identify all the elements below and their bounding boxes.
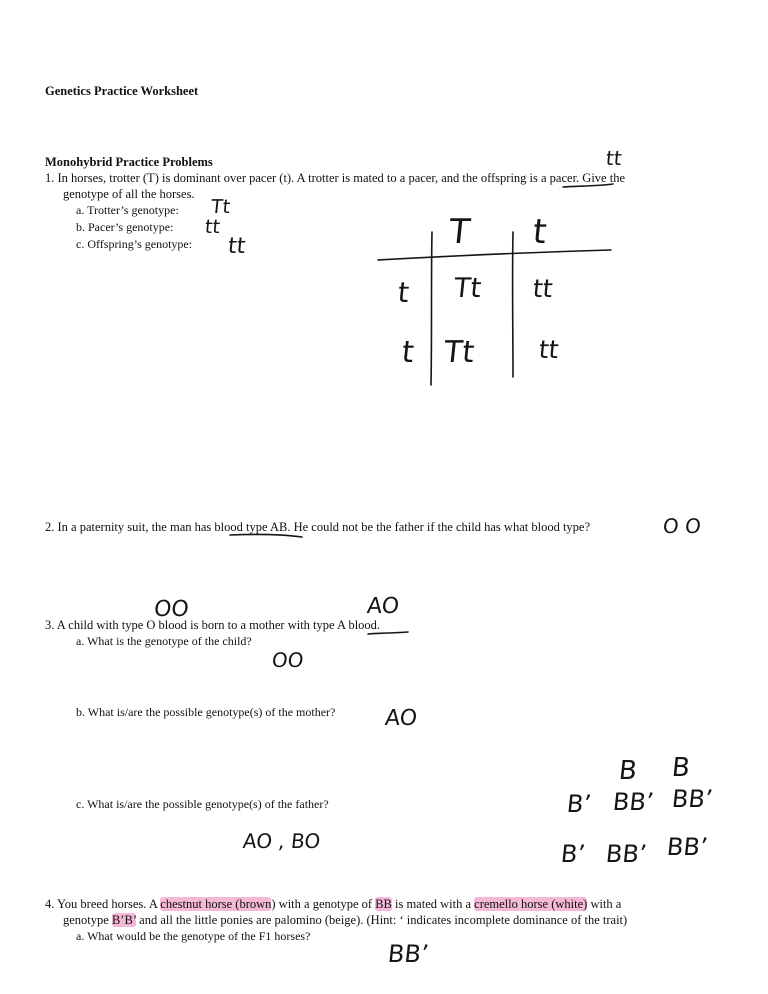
q3-handwritten-OO: OO [152, 597, 190, 622]
q1a-label: a. Trotter’s genotype: [76, 203, 179, 217]
section-heading: Monohybrid Practice Problems [45, 155, 213, 169]
punnett1-col2: t [530, 212, 549, 252]
q1c-handwritten-answer: tt [226, 234, 247, 259]
q1-handwritten-note: tt [604, 146, 623, 170]
punnett1-cell-r2c1: Tt [442, 335, 476, 370]
q3b-handwritten-answer: AO [383, 706, 419, 731]
q3a-handwritten-answer: OO [270, 648, 305, 672]
q4-highlight-bpbp: B’B’ [111, 913, 137, 927]
worksheet-title: Genetics Practice Worksheet [45, 84, 199, 98]
q4-highlight-chestnut: chestnut horse (brown [160, 897, 272, 911]
q3-text: 3. A child with type O blood is born to a mother with type A blood. [45, 618, 381, 632]
q4-text-part4: with a [587, 897, 622, 911]
punnett1-col1: T [446, 212, 472, 252]
punnett1-row1: t [396, 276, 411, 309]
punnett2-cell-r2c1: BB’ [604, 840, 649, 868]
punnett1-cell-r1c2: tt [531, 274, 555, 303]
q4-text-part5: genotype [63, 913, 112, 927]
punnett1-row2: t [400, 335, 416, 370]
q4a-label: a. What would be the genotype of the F1 horses? [76, 929, 311, 943]
punnett1-horizontal-line [378, 250, 611, 260]
q3c-label: c. What is/are the possible genotype(s) of the father? [76, 797, 329, 811]
punnett2-cell-r2c2: BB’ [665, 833, 710, 861]
q4a-handwritten-answer: BB’ [386, 940, 431, 968]
q1a-handwritten-answer: Tt [209, 196, 232, 218]
punnett2-row2: B’ [559, 840, 587, 868]
q3a-label: a. What is the genotype of the child? [76, 634, 252, 648]
punnett1-cell-r1c1: Tt [452, 273, 483, 304]
q1b-handwritten-answer: tt [203, 216, 222, 238]
q3b-label: b. What is/are the possible genotype(s) of the mother? [76, 705, 336, 719]
q3-a-blood-underline [368, 632, 408, 634]
q4-text-part6: and all the little ponies are palomino (beige). (Hint: ‘ indicates incomplete dominance of the trait) [136, 913, 628, 927]
q1c-label: c. Offspring’s genotype: [76, 237, 193, 251]
q1-line2: genotype of all the horses. [63, 187, 195, 201]
punnett2-row1: B’ [565, 790, 593, 818]
q3c-handwritten-answer: AO , BO [241, 829, 322, 853]
punnett1-vertical-line-left [431, 232, 432, 385]
q4-text-part3: is mated with a [391, 897, 475, 911]
q4-highlight-bb: BB [375, 897, 392, 911]
q4-text-part1: 4. You breed horses. A [45, 897, 161, 911]
punnett2-col1: B [617, 756, 639, 786]
q1b-label: b. Pacer’s genotype: [76, 220, 174, 234]
punnett2-cell-r1c1: BB’ [611, 788, 656, 816]
q1-pacer-underline [563, 184, 613, 187]
punnett2-cell-r1c2: BB’ [670, 785, 715, 813]
q3-handwritten-AO: AO [365, 594, 401, 619]
q4-highlight-cremello: cremello horse (white) [474, 897, 588, 911]
q2-text: 2. In a paternity suit, the man has blood type AB. He could not be the father if the child has what blood type? [45, 520, 591, 534]
q2-handwritten-answer: O O [661, 514, 703, 538]
q1-line1: 1. In horses, trotter (T) is dominant over pacer (t). A trotter is mated to a pacer, and the offspring is a pacer. Give the [45, 171, 625, 185]
q4-text-part2: ) with a genotype of [271, 897, 376, 911]
punnett2-col2: B [670, 753, 692, 783]
q2-blood-type-underline [230, 534, 302, 537]
punnett1-cell-r2c2: tt [537, 335, 561, 364]
